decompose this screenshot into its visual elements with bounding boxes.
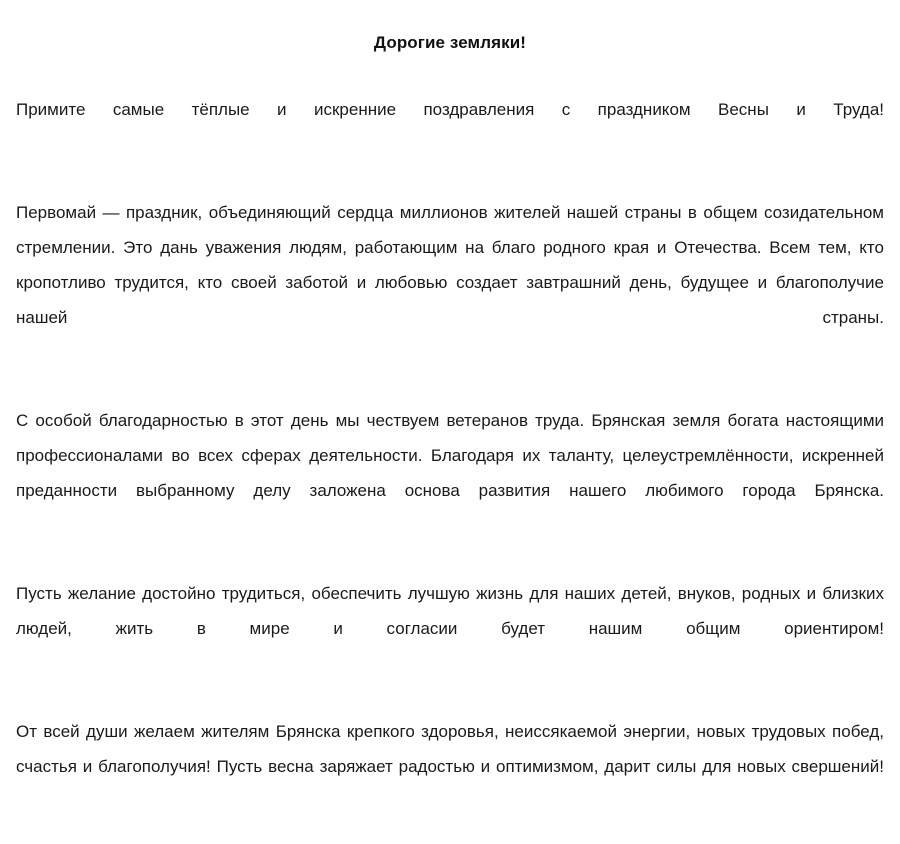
paragraph-aspiration: Пусть желание достойно трудиться, обеспечить лучшую жизнь для наших детей, внуков, родных и близких людей, жить в мире и согласии будет нашим общим ориентиром! xyxy=(16,584,884,638)
paragraph-veterans: С особой благодарностью в этот день мы чествуем ветеранов труда. Брянская земля богата настоящими профессионалами во всех сферах деятельности. Благодаря их таланту, целеустремлённости, искренней преданности выбранному делу заложена основа развития нашего любимого города Брянска. xyxy=(16,411,884,500)
paragraph-may-day: Первомай — праздник, объединяющий сердца миллионов жителей нашей страны в общем созидательном стремлении. Это дань уважения людям, работающим на благо родного края и Отечества. Всем тем, кто кропотливо трудится, кто своей заботой и любовью создает завтрашний день, будущее и благополучие нашей страны. xyxy=(16,203,884,327)
page-title: Дорогие земляки! xyxy=(373,33,527,52)
paragraph-greeting: Примите самые тёплые и искренние поздравления с праздником Весны и Труда! xyxy=(16,100,884,119)
paragraph-wishes: От всей души желаем жителям Брянска крепкого здоровья, неиссякаемой энергии, новых трудовых побед, счастья и благополучия! Пусть весна заряжает радостью и оптимизмом, дарит силы для новых свершений! xyxy=(16,722,884,776)
document-body xyxy=(16,92,884,819)
